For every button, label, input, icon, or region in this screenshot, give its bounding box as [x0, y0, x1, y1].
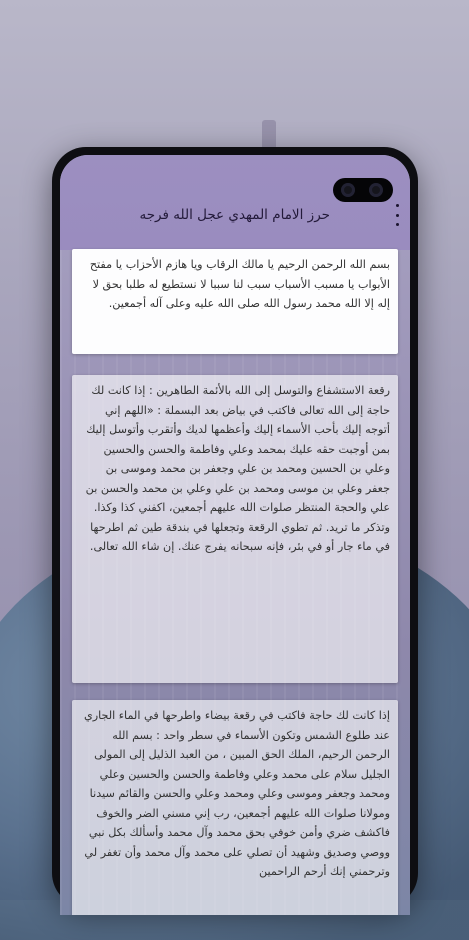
camera-lens-icon [369, 183, 383, 197]
phone-frame [52, 147, 418, 907]
front-camera [333, 178, 393, 202]
phone-screen [60, 155, 410, 915]
app-title: حرز الامام المهدي عجل الله فرجه [139, 207, 330, 223]
camera-lens-icon [341, 183, 355, 197]
card-text: رقعة الاستشفاع والتوسل إلى الله بالأئمة الطاهرين : إذا كانت لك حاجة إلى الله تعالى فاكتب في بياض بعد البسملة : «اللهم إني أتوجه إليك بأحب الأسماء إليك وأعظمها لديك وأتقرب وأتوسل إليك بمن أوجبت حقه عليك بمحمد وعلي وفاطمة والحسن والحسين وعلي بن الحسين ومحمد بن علي وجعفر بن محمد وموسى بن جعفر وعلي بن موسى ومحمد بن علي وعلي بن محمد والحسن بن علي والحجة المنتظر صلوات الله عليهم أجمعين، اكفني كذا وكذا. وتذكر ما تريد. ثم تطوي الرقعة وتجعلها في بندقة طين ثم اطرحها في ماء جار أو في بئر، فإنه سبحانه يفرج عنك. إن شاء الله تعالى. [85, 384, 390, 553]
content-area[interactable] [60, 250, 410, 915]
text-card [72, 700, 398, 915]
text-card [72, 249, 398, 354]
card-text: إذا كانت لك حاجة فاكتب في رقعة بيضاء واطرحها في الماء الجاري عند طلوع الشمس وتكون الأسماء في سطر واحد : بسم الله الرحمن الرحيم، الملك الحق المبين ، من العبد الذليل إلى المولى الجليل سلام على محمد وعلي وفاطمة والحسن والحسين وعلي ومحمد وجعفر وموسى وعلي ومحمد وعلي والحسن والقائم سيدنا ومولانا صلوات الله عليهم أجمعين، رب إني مسني الضر والخوف فاكشف ضري وأمن خوفي بحق محمد وآل محمد وأسألك بكل نبي ووصي وصديق وشهيد أن تصلي على محمد وآل محمد وأن تغفر لي وترحمني إنك أرحم الراحمين [83, 709, 390, 878]
overflow-menu-icon[interactable] [391, 204, 403, 226]
text-card [72, 375, 398, 683]
app-bar [60, 155, 410, 250]
card-text: بسم الله الرحمن الرحيم يا مالك الرقاب ويا هازم الأحزاب يا مفتح الأبواب يا مسبب الأسباب سبب لنا سببا لا نستطيع له طلبا بحق لا إله إلا الله محمد رسول الله صلى الله عليه وعلى آله أجمعين. [89, 258, 390, 310]
